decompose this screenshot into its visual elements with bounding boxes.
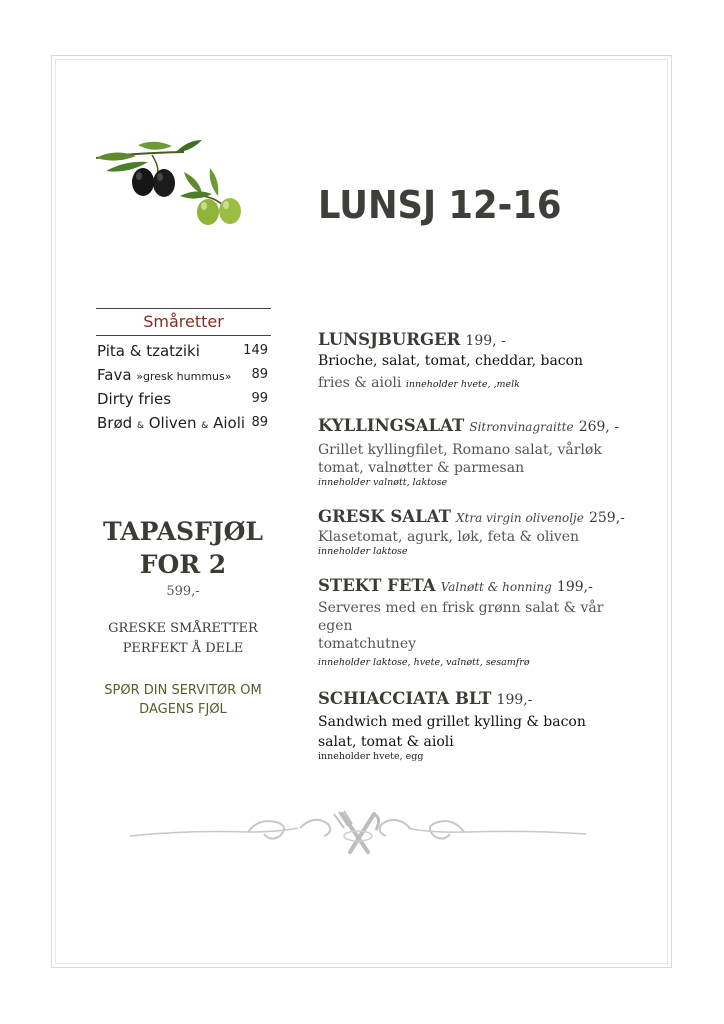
small-dish-name-main: Fava bbox=[97, 366, 132, 384]
menu-item-price: 199,- bbox=[496, 692, 533, 708]
menu-item-header bbox=[318, 576, 618, 595]
menu-item-allergens: inneholder laktose, hvete, valnøtt, sesamfrø bbox=[318, 657, 530, 668]
small-dish-price: 99 bbox=[251, 391, 268, 406]
tapas-description-line: PERFEKT Å DELE bbox=[122, 641, 244, 656]
small-dish-price: 89 bbox=[251, 415, 268, 430]
tapas-section bbox=[92, 516, 274, 719]
menu-item-description: salat, tomat & aioli bbox=[318, 734, 454, 750]
menu-item-header bbox=[318, 416, 618, 435]
menu-item-name: STEKT FETA bbox=[318, 576, 436, 595]
small-dish-name bbox=[97, 363, 231, 389]
menu-item-description: tomat, valnøtter & parmesan bbox=[318, 460, 525, 476]
menu-item-header bbox=[318, 507, 625, 526]
lunch-menu bbox=[318, 330, 625, 779]
menu-item-allergens: inneholder laktose bbox=[318, 546, 408, 557]
small-dishes-heading: Småretter bbox=[143, 312, 224, 331]
menu-item-price: 269, - bbox=[578, 419, 620, 435]
menu-item bbox=[318, 507, 625, 558]
menu-item bbox=[318, 416, 618, 489]
small-dish-ampersand: & bbox=[201, 421, 209, 431]
small-dish-row bbox=[96, 339, 271, 363]
small-dish-name: Pita & tzatziki bbox=[97, 342, 200, 360]
tapas-ask-line: SPØR DIN SERVITØR OM bbox=[104, 683, 262, 698]
tapas-title: TAPASFJØL bbox=[103, 517, 263, 546]
small-dish-row bbox=[96, 411, 271, 435]
tapas-description-line: GRESKE SMÅRETTER bbox=[108, 621, 258, 636]
menu-item bbox=[318, 689, 618, 763]
menu-item-price: 199, - bbox=[465, 333, 506, 349]
small-dish-row bbox=[96, 387, 271, 411]
small-dish-name bbox=[97, 411, 245, 438]
menu-item-note: Xtra virgin olivenolje bbox=[455, 511, 584, 525]
menu-item bbox=[318, 576, 618, 669]
small-dish-row bbox=[96, 363, 271, 387]
menu-item-name: KYLLINGSALAT bbox=[318, 416, 465, 435]
menu-item-allergens: inneholder hvete, egg bbox=[318, 751, 424, 762]
tapas-ask-line: DAGENS FJØL bbox=[139, 702, 227, 717]
menu-item-allergens: inneholder hvete, ,melk bbox=[405, 379, 520, 390]
menu-item-description: Sandwich med grillet kylling & bacon bbox=[318, 714, 586, 730]
menu-item-description-text: fries & aioli bbox=[318, 375, 402, 391]
menu-item-description: Klasetomat, agurk, løk, feta & oliven bbox=[318, 529, 580, 545]
small-dish-ampersand: & bbox=[136, 421, 144, 431]
small-dish-price: 149 bbox=[243, 343, 268, 358]
menu-item-name: SCHIACCIATA BLT bbox=[318, 689, 492, 708]
menu-item-note: Sitronvinagraitte bbox=[469, 420, 574, 434]
small-dish-name-part: Aioli bbox=[213, 414, 246, 432]
cutlery-flourish-icon bbox=[128, 808, 588, 860]
small-dish-name-part: Oliven bbox=[148, 414, 197, 432]
menu-item-price: 259,- bbox=[588, 510, 625, 526]
menu-item-description bbox=[318, 374, 618, 394]
menu-item-name: LUNSJBURGER bbox=[318, 330, 461, 349]
small-dishes-heading-bar bbox=[96, 308, 271, 336]
tapas-price: 599,- bbox=[166, 584, 200, 599]
olive-branch-icon bbox=[92, 138, 252, 233]
menu-item-header bbox=[318, 330, 618, 349]
tapas-title-line2: FOR 2 bbox=[139, 550, 227, 579]
menu-item bbox=[318, 330, 618, 394]
tapas-ask-server bbox=[92, 681, 274, 719]
menu-item-description: Brioche, salat, tomat, cheddar, bacon bbox=[318, 353, 584, 369]
page-title: LUNSJ 12-16 bbox=[318, 183, 562, 227]
menu-item-header bbox=[318, 689, 618, 708]
menu-item-name: GRESK SALAT bbox=[318, 507, 451, 526]
small-dish-price: 89 bbox=[251, 367, 268, 382]
menu-item-allergens: inneholder valnøtt, laktose bbox=[318, 477, 448, 488]
menu-item-description: Serveres med en frisk grønn salat & vår egen bbox=[318, 600, 604, 634]
tapas-description bbox=[92, 619, 274, 659]
small-dish-name-sub: »gresk hummus» bbox=[136, 370, 232, 383]
menu-item-description: tomatchutney bbox=[318, 636, 417, 652]
small-dishes-section bbox=[96, 308, 271, 435]
menu-item-description: Grillet kyllingfilet, Romano salat, vårløk bbox=[318, 442, 602, 458]
menu-item-price: 199,- bbox=[556, 579, 593, 595]
small-dish-name: Dirty fries bbox=[97, 390, 172, 408]
small-dish-name-part: Brød bbox=[97, 414, 133, 432]
menu-item-note: Valnøtt & honning bbox=[440, 580, 552, 594]
